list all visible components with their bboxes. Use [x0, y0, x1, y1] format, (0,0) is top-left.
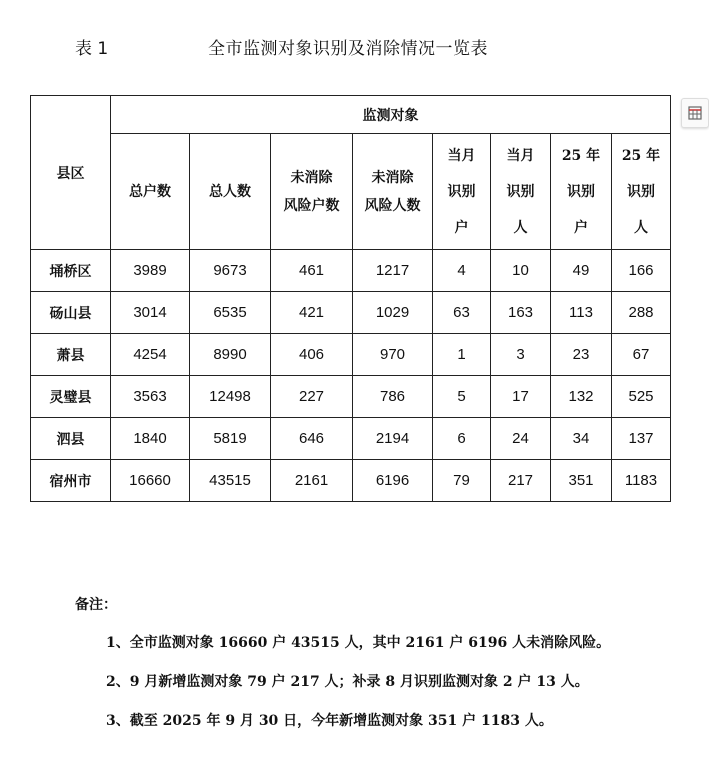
table-cell: 351	[551, 460, 612, 502]
table-cell: 9673	[190, 250, 271, 292]
table-cell: 1840	[111, 418, 190, 460]
table-row	[31, 376, 671, 418]
county-name: 埇桥区	[31, 250, 111, 292]
table-cell: 10	[491, 250, 551, 292]
table-cell: 5819	[190, 418, 271, 460]
column-header-line: 总户数	[129, 183, 171, 200]
column-header-line: 识别	[447, 183, 476, 200]
table-cell: 406	[271, 334, 353, 376]
column-header	[491, 134, 551, 250]
column-header	[271, 134, 353, 250]
table-cell: 3563	[111, 376, 190, 418]
table-row	[31, 292, 671, 334]
table-cell: 646	[271, 418, 353, 460]
county-name: 灵璧县	[31, 376, 111, 418]
table-cell: 4254	[111, 334, 190, 376]
table-cell: 5	[433, 376, 491, 418]
note-item: 3、截至 2025 年 9 月 30 日，今年新增监测对象 351 户 1183 人。	[106, 713, 553, 729]
column-header	[612, 134, 671, 250]
column-header-line: 户	[454, 219, 469, 236]
county-header: 县区	[31, 96, 111, 250]
column-header-line: 风险户数	[283, 197, 340, 214]
table-cell: 786	[353, 376, 433, 418]
note-item: 1、全市监测对象 16660 户 43515 人，其中 2161 户 6196 人未消除风险。	[106, 635, 611, 651]
table-row	[31, 418, 671, 460]
table-cell: 132	[551, 376, 612, 418]
table-cell: 16660	[111, 460, 190, 502]
table-cell: 525	[612, 376, 671, 418]
group-header: 监测对象	[111, 96, 671, 134]
table-cell: 288	[612, 292, 671, 334]
table-cell: 3	[491, 334, 551, 376]
table-cell: 3014	[111, 292, 190, 334]
table-cell: 227	[271, 376, 353, 418]
table-cell: 461	[271, 250, 353, 292]
table-cell: 23	[551, 334, 612, 376]
table-cell: 421	[271, 292, 353, 334]
table-cell: 43515	[190, 460, 271, 502]
table-row	[31, 334, 671, 376]
table-cell: 970	[353, 334, 433, 376]
table-cell: 217	[491, 460, 551, 502]
table-cell: 8990	[190, 334, 271, 376]
table-cell: 79	[433, 460, 491, 502]
table-cell: 34	[551, 418, 612, 460]
table-cell: 2194	[353, 418, 433, 460]
table-cell: 12498	[190, 376, 271, 418]
table-cell: 2161	[271, 460, 353, 502]
column-header	[353, 134, 433, 250]
column-header	[551, 134, 612, 250]
table-number: 表 1	[75, 39, 109, 59]
note-item: 2、9 月新增监测对象 79 户 217 人；补录 8 月识别监测对象 2 户 13 人。	[106, 674, 589, 690]
column-header	[111, 134, 190, 250]
column-header-line: 未消除	[371, 169, 414, 186]
column-header-line: 户	[574, 219, 588, 236]
column-header-line: 25 年	[561, 147, 601, 164]
table-cell: 1217	[353, 250, 433, 292]
county-name: 萧县	[31, 334, 111, 376]
monitoring-table	[30, 95, 671, 502]
table-cell: 49	[551, 250, 612, 292]
column-header-line: 当月	[447, 147, 476, 164]
table-cell: 113	[551, 292, 612, 334]
notes-title: 备注：	[75, 597, 117, 613]
table-tool-button[interactable]	[681, 98, 709, 128]
column-header-line: 识别	[567, 183, 595, 200]
table-cell: 67	[612, 334, 671, 376]
column-header	[190, 134, 271, 250]
table-cell: 1	[433, 334, 491, 376]
page-title: 全市监测对象识别及消除情况一览表	[208, 39, 488, 59]
column-header-line: 25 年	[621, 147, 661, 164]
table-row	[31, 460, 671, 502]
column-header-line: 人	[513, 219, 528, 236]
county-name: 砀山县	[31, 292, 111, 334]
table-cell: 17	[491, 376, 551, 418]
table-cell: 24	[491, 418, 551, 460]
table-cell: 6	[433, 418, 491, 460]
county-name: 泗县	[31, 418, 111, 460]
table-cell: 6535	[190, 292, 271, 334]
table-cell: 63	[433, 292, 491, 334]
table-cell: 1183	[612, 460, 671, 502]
table-cell: 166	[612, 250, 671, 292]
column-header-line: 总人数	[209, 183, 251, 200]
table-cell: 6196	[353, 460, 433, 502]
table-cell: 4	[433, 250, 491, 292]
column-header-line: 风险人数	[364, 197, 421, 214]
table-cell: 163	[491, 292, 551, 334]
table-cell: 137	[612, 418, 671, 460]
table-cell: 3989	[111, 250, 190, 292]
column-header	[433, 134, 491, 250]
column-header-line: 识别	[506, 183, 535, 200]
column-header-line: 人	[634, 219, 648, 236]
column-header-line: 识别	[627, 183, 655, 200]
table-row	[31, 250, 671, 292]
county-name: 宿州市	[31, 460, 111, 502]
table-cell: 1029	[353, 292, 433, 334]
column-header-line: 当月	[506, 147, 535, 164]
table-icon	[686, 104, 704, 122]
column-header-line: 未消除	[290, 169, 333, 186]
